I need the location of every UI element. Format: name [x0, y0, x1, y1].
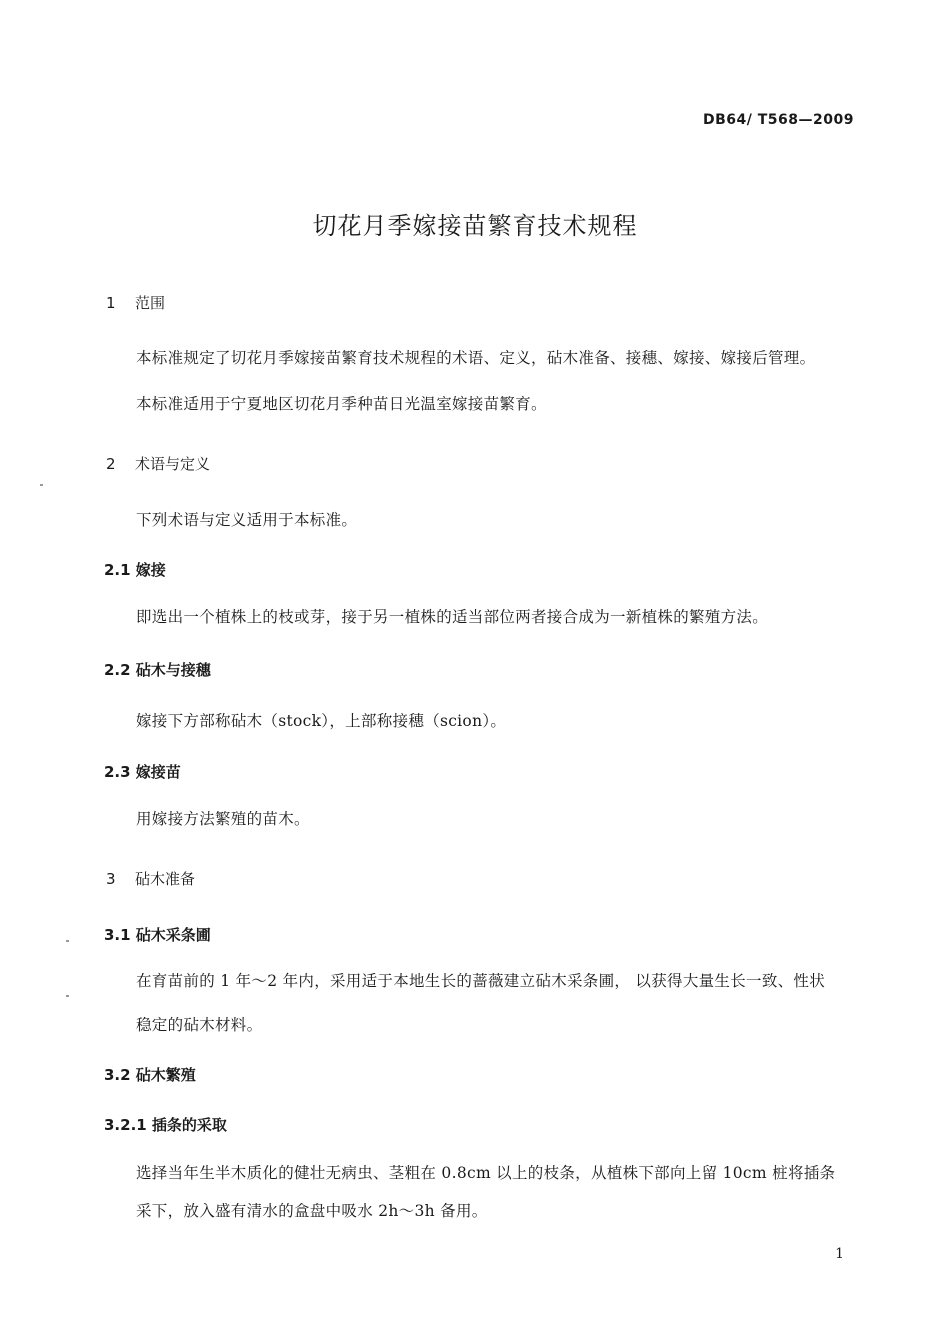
section-2-2-heading: 2.2 砧木与接穗	[104, 661, 211, 679]
section-3-2-1-paragraph-line-2: 采下，放入盛有清水的盒盘中吸水 2h～3h 备用。	[136, 1202, 488, 1220]
section-2-2-paragraph: 嫁接下方部称砧木（stock），上部称接穗（scion）。	[136, 712, 507, 730]
document-code: DB64/ T568—2009	[703, 112, 854, 128]
section-2-heading	[106, 453, 210, 474]
section-2-3-paragraph: 用嫁接方法繁殖的苗木。	[136, 810, 310, 828]
section-number: 3	[106, 870, 116, 888]
section-3-1-paragraph-line-2: 稳定的砧木材料。	[136, 1016, 263, 1034]
section-3-1-heading: 3.1 砧木采条圃	[104, 926, 211, 944]
scan-speck	[66, 940, 69, 942]
section-1-paragraph-1: 本标准规定了切花月季嫁接苗繁育技术规程的术语、定义，砧木准备、接穗、嫁接、嫁接后管理。	[136, 349, 816, 367]
section-title: 范围	[135, 294, 166, 312]
section-2-paragraph: 下列术语与定义适用于本标准。	[136, 511, 358, 529]
section-3-heading	[106, 868, 195, 889]
section-number: 2	[106, 455, 116, 473]
section-3-1-paragraph-line-1: 在育苗前的 1 年～2 年内，采用适于本地生长的蔷薇建立砧木采条圃， 以获得大量生长一致、性状	[136, 972, 826, 990]
section-3-2-1-heading: 3.2.1 插条的采取	[104, 1116, 227, 1134]
section-1-heading	[106, 292, 165, 313]
section-title: 术语与定义	[135, 455, 211, 473]
scan-speck	[40, 484, 43, 486]
section-2-3-heading: 2.3 嫁接苗	[104, 763, 181, 781]
section-title: 砧木准备	[135, 870, 196, 888]
page-number: 1	[835, 1246, 844, 1262]
section-number: 1	[106, 294, 116, 312]
section-3-2-heading: 3.2 砧木繁殖	[104, 1066, 196, 1084]
section-3-2-1-paragraph-line-1: 选择当年生半木质化的健壮无病虫、茎粗在 0.8cm 以上的枝条，从植株下部向上留 10cm 桩将插条	[136, 1164, 836, 1182]
section-2-1-paragraph: 即选出一个植株上的枝或芽，接于另一植株的适当部位两者接合成为一新植株的繁殖方法。	[136, 608, 769, 626]
scan-speck	[66, 995, 69, 997]
document-title: 切花月季嫁接苗繁育技术规程	[312, 212, 638, 240]
section-1-paragraph-2: 本标准适用于宁夏地区切花月季种苗日光温室嫁接苗繁育。	[136, 395, 547, 413]
section-2-1-heading: 2.1 嫁接	[104, 561, 166, 579]
